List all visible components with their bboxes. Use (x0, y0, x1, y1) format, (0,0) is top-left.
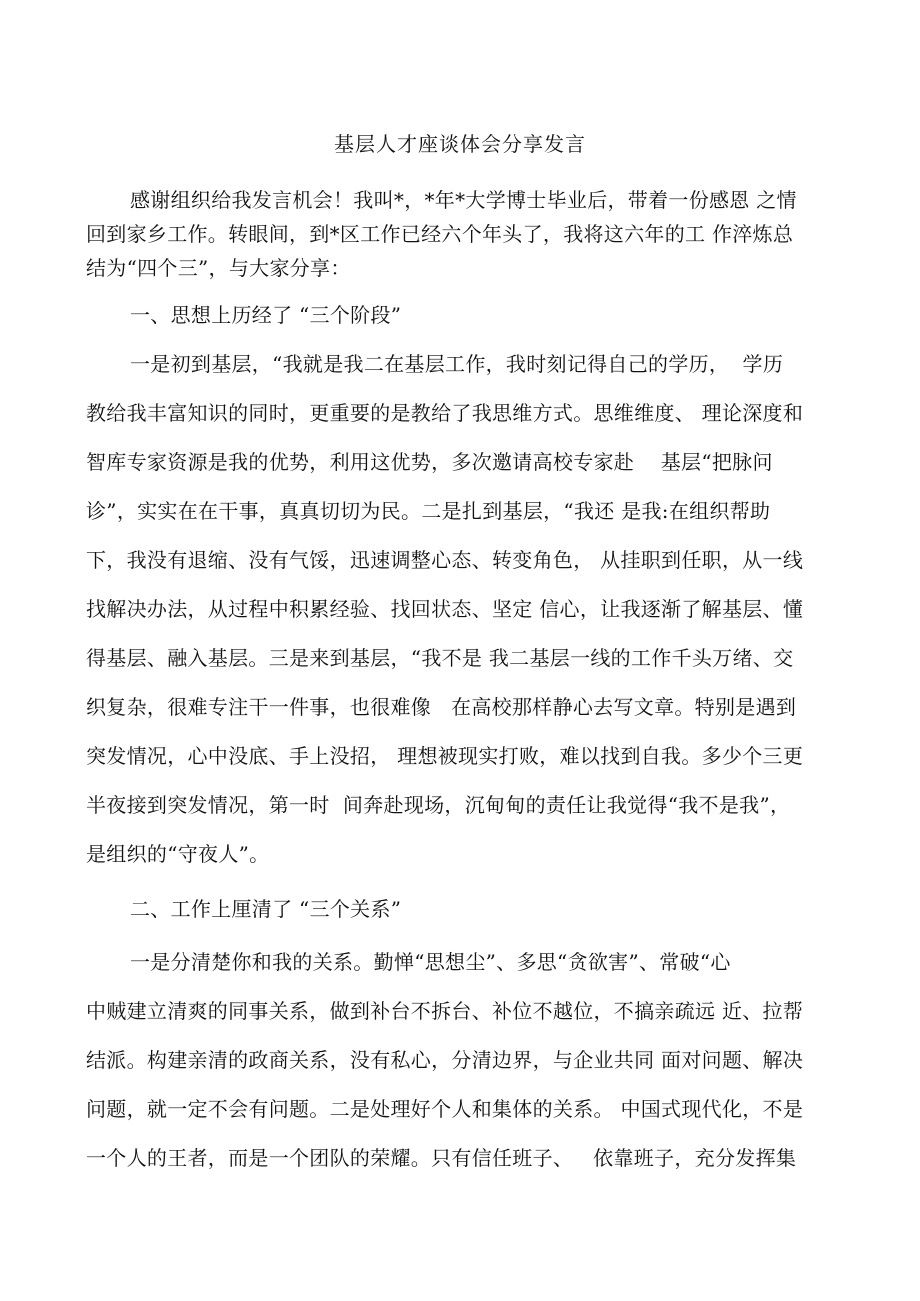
paragraph-line: 突发情况，心中没底、手上没招， 理想被现实打败，难以找到自我。多少个三更 (86, 744, 804, 768)
paragraph-line: 找解决办法，从过程中积累经验、找回状态、坚定 信心，让我逐渐了解基层、懂 (86, 597, 804, 621)
paragraph-line: 中贼建立清爽的同事关系，做到补台不拆台、补位不越位，不搞亲疏远 近、拉帮 (86, 999, 804, 1023)
paragraph-line: 一个人的王者，而是一个团队的荣耀。只有信任班子、 依靠班子，充分发挥集 (86, 1146, 797, 1170)
paragraph-line: 结为“四个三”，与大家分享： (86, 256, 351, 280)
paragraph-line: 问题，就一定不会有问题。二是处理好个人和集体的关系。 中国式现代化，不是 (86, 1097, 804, 1121)
paragraph-line: 一是分清楚你和我的关系。勤惮“思想尘”、多思“贪欲害”、常破“心 (130, 950, 731, 974)
section-heading: 二、工作上厘清了 “三个关系” (130, 897, 402, 921)
paragraph-line: 回到家乡工作。转眼间，到*区工作已经六个年头了，我将这六年的工 作淬炼总 (86, 222, 794, 246)
paragraph-line: 下，我没有退缩、没有气馁，迅速调整心态、转变角色， 从挂职到任职，从一线 (86, 548, 804, 572)
paragraph-line: 一是初到基层，“我就是我二在基层工作，我时刻记得自己的学历， 学历 (130, 352, 784, 376)
paragraph-line: 教给我丰富知识的同时，更重要的是教给了我思维方式。思维维度、 理论深度和 (86, 401, 804, 425)
paragraph-line: 感谢组织给我发言机会！我叫*，*年*大学博士毕业后，带着一份感恩 之情 (130, 188, 797, 212)
paragraph-line: 半夜接到突发情况，第一时 间奔赴现场，沉甸甸的责任让我觉得“我不是我”， (86, 793, 791, 817)
section-heading: 一、思想上历经了 “三个阶段” (130, 303, 402, 327)
paragraph-line: 织复杂，很难专注干一件事，也很难像 在高校那样静心去写文章。特别是遇到 (86, 695, 797, 719)
paragraph-line: 诊”，实实在在干事，真真切切为民。二是扎到基层，“我还 是我:在组织帮助 (86, 499, 771, 523)
paragraph-line: 智库专家资源是我的优势，利用这优势，多次邀请高校专家赴 基层“把脉问 (86, 450, 773, 474)
document-title: 基层人才座谈体会分享发言 (334, 132, 586, 156)
paragraph-line: 是组织的“守夜人”。 (86, 842, 270, 866)
paragraph-line: 得基层、融入基层。三是来到基层，“我不是 我二基层一线的工作千头万绪、交 (86, 646, 794, 670)
paragraph-line: 结派。构建亲清的政商关系，没有私心，分清边界，与企业共同 面对问题、解决 (86, 1048, 804, 1072)
